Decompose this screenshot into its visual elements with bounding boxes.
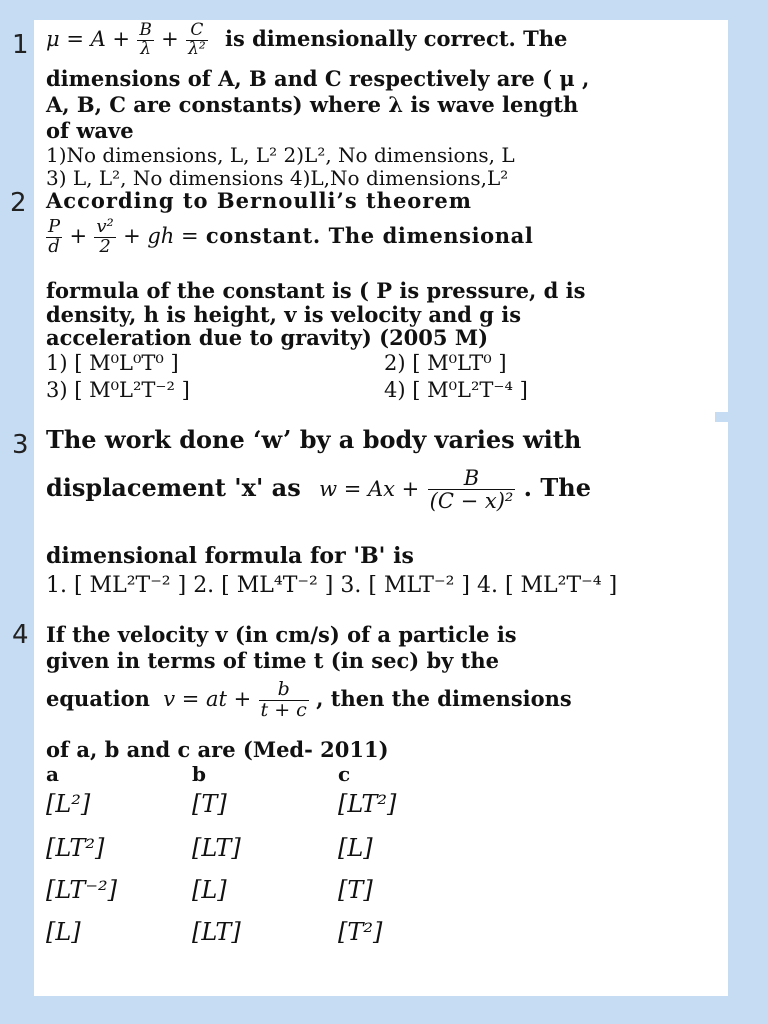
q3-line2-text: displacement 'x' as [46,473,301,503]
q4-equation-line [46,680,572,721]
q2-option-2: 2) [ M⁰LT⁰ ] [384,351,507,375]
q2-line4: density, h is height, v is velocity and g is [46,302,522,327]
q1-options-line2: 3) L, L², No dimensions 4)L,No dimensions,L² [46,166,509,190]
q2-equation-line [46,218,533,257]
q4-row4-c: [T²] [338,918,383,946]
q1-line3: A, B, C are constants) where λ is wave length [46,92,579,117]
q3-fraction-b: $\frac{B}{\text{(C − x)²}}$ [429,466,514,514]
q3-options: 1. [ ML²T⁻² ] 2. [ ML⁴T⁻² ] 3. [ MLT⁻² ] 4. [ ML²T⁻⁴ ] [46,573,618,598]
q1-plus: + [161,26,179,51]
q2-line1: According to Bernoulli’s theorem [46,188,472,213]
q2-fraction-p-d: $\frac{P}{d}$ [48,216,61,257]
q4-row3-b: [L] [192,876,227,904]
q2-plus: + [69,223,88,248]
q4-row4-a: [L] [46,918,81,946]
q1-line1-text: is dimensionally correct. The [224,25,568,51]
q1-equation-line [46,22,567,59]
q1-line4: of wave [46,118,134,143]
question-number-3: 3 [12,430,29,460]
question-2 [46,188,706,413]
q2-option-3: 3) [ M⁰L²T⁻² ] [46,378,190,402]
q2-fraction-v2-2: $\frac{\text{v²}}{2}$ [96,216,114,257]
q4-line4: of a, b and c are (Med- 2011) [46,737,389,762]
q4-row1-b: [T] [192,790,227,818]
question-number-1: 1 [12,30,29,60]
q4-header-a: a [46,762,59,786]
question-number-4: 4 [12,620,29,650]
question-1 [46,22,706,192]
q1-fraction-c: $\frac{C}{\text{λ²}}$ [188,20,206,59]
q4-line3-text: equation [46,685,150,711]
q2-option-1: 1) [ M⁰L⁰T⁰ ] [46,351,179,375]
q1-options-line1: 1)No dimensions, L, L² 2)L², No dimensions, L [46,143,515,167]
q2-line3: formula of the constant is ( P is pressure, d is [46,278,586,303]
q4-row1-c: [LT²] [338,790,397,818]
q4-line2: given in terms of time t (in sec) by the [46,648,500,673]
q3-line1: The work done ‘w’ by a body varies with [46,425,582,454]
q4-line3-tail: , then the dimensions [316,685,572,711]
q4-row3-c: [T] [338,876,373,904]
q3-equation-lhs: w = Ax + [319,477,420,502]
q2-equation-text: constant. The dimensional [205,222,534,248]
sheet-edge-gap [715,412,728,422]
q3-line2-tail: . The [523,473,591,503]
q1-equation-lhs: μ = A + [46,26,131,51]
q1-fraction-b: $\frac{B}{\lambda}$ [139,20,152,59]
q2-option-4: 4) [ M⁰L²T⁻⁴ ] [384,378,528,402]
q4-row4-b: [LT] [192,918,241,946]
q4-row2-b: [LT] [192,834,241,862]
question-3 [46,425,706,615]
q4-row1-a: [L²] [46,790,91,818]
q2-equation-rest: + gh = [123,223,199,248]
q4-row2-a: [LT²] [46,834,105,862]
q1-line2: dimensions of A, B and C respectively are ( μ , [46,66,590,91]
q4-fraction-b: $\frac{b}{t + c}$ [260,678,307,721]
q4-header-b: b [192,762,206,786]
q4-row2-c: [L] [338,834,373,862]
question-4 [46,622,706,962]
q4-row3-a: [LT⁻²] [46,876,118,904]
question-number-2: 2 [10,188,27,218]
q2-line5: acceleration due to gravity) (2005 M) [46,325,489,350]
q3-line3: dimensional formula for 'B' is [46,543,414,569]
q4-equation-lhs: v = at + [163,686,252,711]
q4-line1: If the velocity v (in cm/s) of a particle is [46,622,517,647]
q4-header-c: c [338,762,351,786]
q3-equation-line [46,467,591,512]
